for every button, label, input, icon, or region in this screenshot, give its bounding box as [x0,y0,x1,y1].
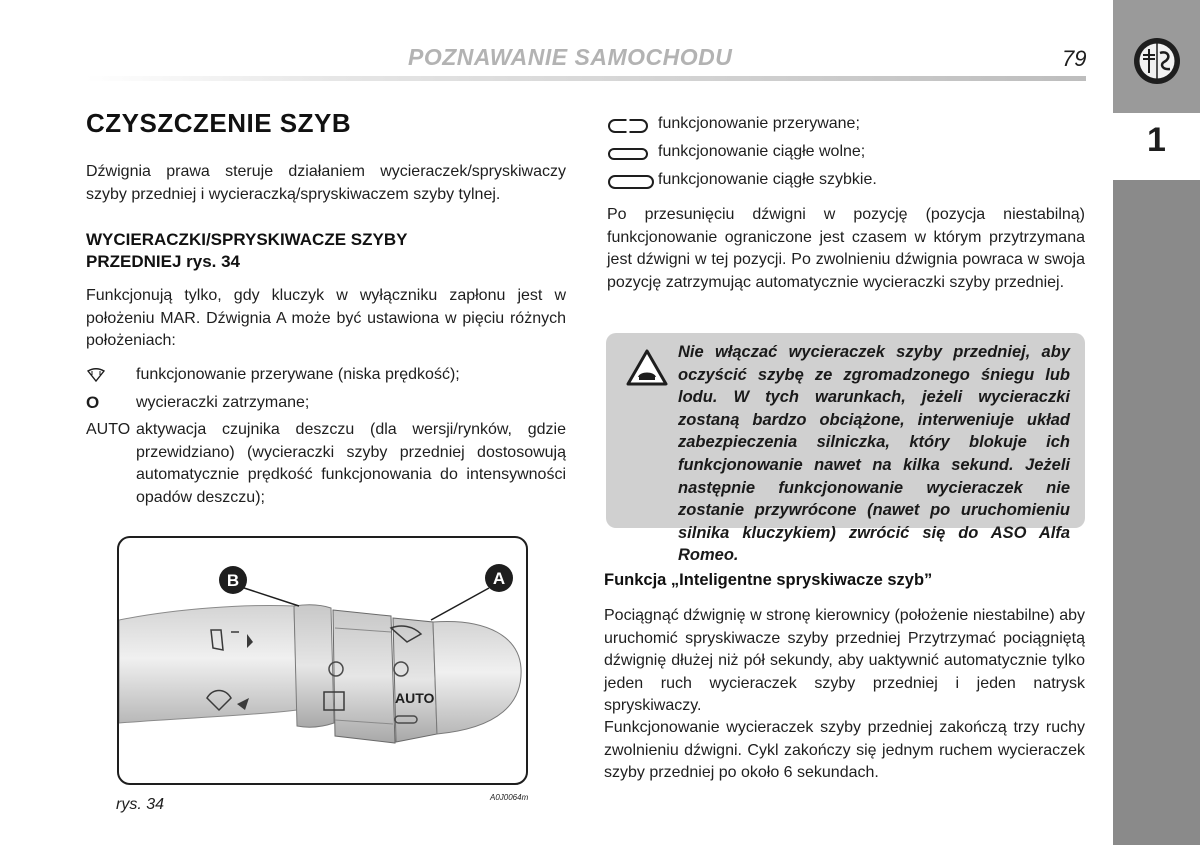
subsection-title: WYCIERACZKI/SPRYSKIWACZE SZYBY PRZEDNIEJ rys. 34 [86,230,408,271]
positions-intro: Funkcjonują tylko, gdy kluczyk w wyłączniku zapłonu jest w położeniu MAR. Dźwignia A może być ustawiona w pięciu różnych położeniach: [86,287,566,349]
function-paragraph: Funkcjonowanie wycieraczek szyby przedniej zakończą trzy ruchy zwolnieniu dźwigni. Cykl zakończy się jednym ruchem wycieraczek szyby przedniej po około 6 sekundach. [604,719,1085,781]
mode-text: funkcjonowanie ciągłe szybkie. [658,171,877,188]
warning-box [606,333,1085,565]
list-mark: AUTO [86,421,131,438]
section-title: CZYSZCZENIE SZYB [86,108,352,138]
figure-code: A0J0064m [490,793,529,802]
list-mark: O [86,393,100,412]
momentary-paragraph: Po przesunięciu dźwigni w pozycję (pozycja niestabilną) funkcjonowanie ograniczone jest czasem w którym przytrzymana jest dźwigni w tej pozycji. Po zwolnieniu dźwignia powraca w swoja pozycję zatrzymując automatycznie wycieraczki szyby przedniej. [607,206,1085,291]
list-text: wycieraczki zatrzymane; [136,394,310,411]
callout-b: B [226,571,240,590]
warning-text: Nie włączać wycieraczek szyby przedniej, aby oczyścić szybę ze zgromadzonego śniegu lub lodu. W tych warunkach, jeżeli wycieraczki zostaną bardzo obciążone, interweniuje układ zabezpieczenia silniczka, który blokuje ich funkcjonowanie nawet na kilka sekund. Jeżeli następnie funkcjonowanie wycieraczek nie zostanie przywrócone (nawet po uruchomieniu silnika kluczykiem) zwrócić się do ASO Alfa Romeo. [678,343,1070,565]
chapter-number: 1 [1147,121,1166,159]
function-title: Funkcja „Inteligentne spryskiwacze szyb” [604,571,933,589]
function-paragraph: Pociągnąć dźwignię w stronę kierownicy (położenie niestabilne) aby uruchomić spryskiwacze szyby przedniej Przytrzymać pociągniętą dźwignię dłużej niż pół sekundy, aby uaktywnić automatycznie tylko jeden ruch wycieraczek szyby przedniej i jeden natrysk spryskiwaczy. [604,607,1085,714]
continuous-slow-icon [607,146,649,162]
list-text: funkcjonowanie przerywane (niska prędkość); [136,366,460,383]
lever-auto-label: AUTO [395,690,435,706]
warning-triangle-icon [626,349,668,387]
mode-text: funkcjonowanie przerywane; [658,115,860,132]
alfa-romeo-badge-icon [1132,36,1182,86]
intro-paragraph: Dźwignia prawa steruje działaniem wycieraczek/spryskiwaczy szyby przedniej i wycieraczką/spryskiwaczem szyby tylnej. [86,163,566,203]
continuous-fast-icon [607,174,655,190]
header-rule [86,76,1086,81]
figure-caption: rys. 34 [116,796,165,813]
wiper-lever-illustration [119,538,525,782]
mode-text: funkcjonowanie ciągłe wolne; [658,143,866,160]
figure-frame [117,536,528,785]
page-number: 79 [1062,46,1087,71]
intermittent-low-speed-icon [86,366,106,384]
intermittent-mode-icon [607,118,649,134]
chapter-side-tab [1113,0,1200,845]
list-text: aktywacja czujnika deszczu (dla wersji/rynków, gdzie przewidziano) (wycieraczki szyby przedniej dostosowują automatycznie prędkość funkcjonowania do intensywności opadów deszczu); [136,421,566,506]
running-header: POZNAWANIE SAMOCHODU [408,44,733,70]
callout-a: A [492,569,506,588]
